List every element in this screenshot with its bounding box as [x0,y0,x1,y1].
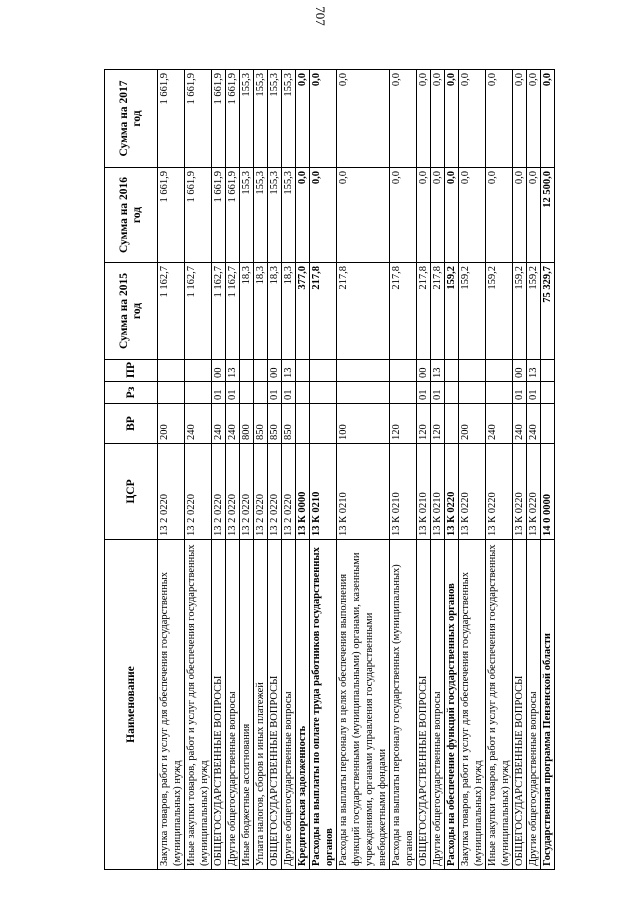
header-name: Наименование [105,540,158,870]
cell-pr [459,360,486,382]
cell-sum-2016: 155,3 [254,168,268,263]
cell-vr: 240 [513,404,527,444]
budget-table [104,69,555,870]
cell-rz [541,382,555,404]
page-number: 707 [313,6,328,26]
cell-sum-2015: 217,8 [417,263,431,360]
cell-sum-2015: 159,2 [486,263,513,360]
cell-sum-2016: 0,0 [337,168,390,263]
header-vr: ВР [105,404,158,444]
cell-sum-2015: 159,2 [445,263,459,360]
header-sum-2017: Сумма на 2017 год [105,70,158,168]
cell-name: Уплата налогов, сборов и иных платежей [254,540,268,870]
cell-sum-2015: 75 329,7 [541,263,555,360]
cell-csr: 13 К 0220 [527,444,541,540]
cell-rz: 01 [212,382,226,404]
cell-rz: 01 [513,382,527,404]
cell-name: Иные закупки товаров, работ и услуг для обеспечения государственных (муниципальных) нужд [486,540,513,870]
cell-sum-2016: 1 661,9 [185,168,212,263]
table-row [337,70,390,870]
cell-csr: 13 К 0220 [445,444,459,540]
cell-name: Другие общегосударственные вопросы [431,540,445,870]
cell-sum-2015: 159,2 [527,263,541,360]
cell-sum-2016: 1 661,9 [226,168,240,263]
cell-csr: 13 2 0220 [268,444,282,540]
cell-sum-2017: 0,0 [459,70,486,168]
cell-sum-2015: 1 162,7 [185,263,212,360]
cell-name: ОБЩЕГОСУДАРСТВЕННЫЕ ВОПРОСЫ [417,540,431,870]
cell-sum-2017: 0,0 [541,70,555,168]
cell-pr: 13 [431,360,445,382]
cell-sum-2015: 1 162,7 [212,263,226,360]
cell-sum-2015: 377,0 [296,263,310,360]
table-row [226,70,240,870]
cell-sum-2017: 0,0 [296,70,310,168]
cell-sum-2017: 0,0 [527,70,541,168]
cell-vr: 240 [185,404,212,444]
cell-name: Государственная программа Пензенской области [541,540,555,870]
cell-sum-2016: 0,0 [296,168,310,263]
cell-sum-2017: 0,0 [310,70,337,168]
cell-name: Расходы на выплаты персоналу государственных (муниципальных) органов [390,540,417,870]
cell-name: ОБЩЕГОСУДАРСТВЕННЫЕ ВОПРОСЫ [268,540,282,870]
cell-csr: 13 2 0220 [240,444,254,540]
cell-csr: 13 К 0210 [417,444,431,540]
cell-pr: 00 [268,360,282,382]
cell-csr: 13 К 0210 [310,444,337,540]
cell-sum-2016: 0,0 [486,168,513,263]
cell-sum-2016: 0,0 [431,168,445,263]
table-body [158,70,555,870]
cell-vr: 850 [282,404,296,444]
cell-sum-2016: 0,0 [417,168,431,263]
cell-sum-2017: 0,0 [445,70,459,168]
cell-vr: 200 [459,404,486,444]
header-sum-2015: Сумма на 2015 год [105,263,158,360]
cell-rz [459,382,486,404]
cell-pr: 00 [417,360,431,382]
cell-csr: 13 2 0220 [212,444,226,540]
cell-sum-2015: 159,2 [513,263,527,360]
cell-csr: 13 К 0210 [431,444,445,540]
cell-sum-2016: 1 661,9 [158,168,185,263]
cell-name: Закупка товаров, работ и услуг для обеспечения государственных (муниципальных) нужд [158,540,185,870]
table-row [310,70,337,870]
cell-vr [445,404,459,444]
cell-vr [296,404,310,444]
cell-name: Другие общегосударственные вопросы [527,540,541,870]
cell-vr: 120 [431,404,445,444]
cell-rz: 01 [282,382,296,404]
header-pr: ПР [105,360,158,382]
table-header-row [105,70,158,870]
table-row [417,70,431,870]
cell-csr: 13 2 0220 [226,444,240,540]
cell-csr: 13 К 0210 [390,444,417,540]
table-row [527,70,541,870]
table-row [459,70,486,870]
cell-sum-2015: 1 162,7 [226,263,240,360]
cell-csr: 14 0 0000 [541,444,555,540]
cell-vr: 850 [268,404,282,444]
cell-pr [296,360,310,382]
cell-sum-2017: 1 661,9 [226,70,240,168]
cell-rz [185,382,212,404]
cell-pr [541,360,555,382]
cell-sum-2017: 0,0 [337,70,390,168]
cell-rz [445,382,459,404]
cell-name: Иные бюджетные ассигнования [240,540,254,870]
cell-csr: 13 К 0000 [296,444,310,540]
cell-name: Другие общегосударственные вопросы [282,540,296,870]
cell-sum-2017: 0,0 [513,70,527,168]
cell-sum-2016: 155,3 [268,168,282,263]
cell-vr: 120 [417,404,431,444]
table-row [486,70,513,870]
table-row [268,70,282,870]
cell-sum-2015: 217,8 [390,263,417,360]
cell-name: Кредиторская задолженность [296,540,310,870]
cell-sum-2015: 159,2 [459,263,486,360]
cell-vr: 240 [486,404,513,444]
cell-sum-2015: 217,8 [310,263,337,360]
cell-name: ОБЩЕГОСУДАРСТВЕННЫЕ ВОПРОСЫ [513,540,527,870]
cell-name: Закупка товаров, работ и услуг для обеспечения государственных (муниципальных) нужд [459,540,486,870]
table-row [431,70,445,870]
cell-sum-2017: 155,3 [240,70,254,168]
cell-sum-2017: 0,0 [417,70,431,168]
table-row [445,70,459,870]
cell-rz: 01 [417,382,431,404]
cell-vr: 240 [212,404,226,444]
cell-sum-2016: 0,0 [310,168,337,263]
cell-csr: 13 2 0220 [158,444,185,540]
cell-pr [486,360,513,382]
cell-vr [310,404,337,444]
cell-sum-2017: 0,0 [486,70,513,168]
cell-sum-2015: 18,3 [282,263,296,360]
cell-rz [296,382,310,404]
cell-rz [390,382,417,404]
cell-rz: 01 [268,382,282,404]
table-row [296,70,310,870]
cell-csr: 13 2 0220 [254,444,268,540]
table-row [513,70,527,870]
cell-name: Другие общегосударственные вопросы [226,540,240,870]
cell-csr: 13 К 0210 [337,444,390,540]
cell-name: Расходы на выплаты персоналу в целях обеспечения выполнения функций государственными (муниципальными) органами, казенными учреждениями, органами управления государственными внебюджетными фондами [337,540,390,870]
cell-pr: 00 [513,360,527,382]
table-row [390,70,417,870]
table-row [212,70,226,870]
cell-sum-2017: 155,3 [282,70,296,168]
cell-name: ОБЩЕГОСУДАРСТВЕННЫЕ ВОПРОСЫ [212,540,226,870]
cell-sum-2017: 1 661,9 [185,70,212,168]
cell-sum-2016: 0,0 [527,168,541,263]
table-row [158,70,185,870]
cell-vr: 120 [390,404,417,444]
cell-sum-2017: 0,0 [431,70,445,168]
cell-vr [541,404,555,444]
cell-sum-2015: 18,3 [254,263,268,360]
cell-pr [185,360,212,382]
cell-rz: 01 [527,382,541,404]
cell-vr: 850 [254,404,268,444]
rotated-table-container [104,70,564,870]
cell-vr: 800 [240,404,254,444]
cell-sum-2016: 0,0 [390,168,417,263]
cell-pr [390,360,417,382]
header-rz: Рз [105,382,158,404]
cell-pr: 00 [212,360,226,382]
cell-rz [486,382,513,404]
cell-csr: 13 2 0220 [185,444,212,540]
cell-sum-2017: 155,3 [254,70,268,168]
table-row [282,70,296,870]
table-row [185,70,212,870]
cell-pr [158,360,185,382]
cell-sum-2017: 0,0 [390,70,417,168]
cell-sum-2015: 217,8 [337,263,390,360]
cell-name: Расходы на выплаты по оплате труда работников государственных органов [310,540,337,870]
cell-name: Иные закупки товаров, работ и услуг для обеспечения государственных (муниципальных) нужд [185,540,212,870]
cell-sum-2017: 1 661,9 [212,70,226,168]
cell-csr: 13 К 0220 [459,444,486,540]
cell-rz: 01 [226,382,240,404]
header-csr: ЦСР [105,444,158,540]
cell-sum-2016: 0,0 [459,168,486,263]
cell-pr [445,360,459,382]
cell-rz: 01 [431,382,445,404]
cell-sum-2015: 1 162,7 [158,263,185,360]
cell-rz [240,382,254,404]
cell-rz [254,382,268,404]
cell-pr [337,360,390,382]
cell-sum-2016: 12 500,0 [541,168,555,263]
cell-pr: 13 [527,360,541,382]
cell-sum-2015: 18,3 [268,263,282,360]
cell-sum-2017: 1 661,9 [158,70,185,168]
cell-sum-2016: 0,0 [513,168,527,263]
cell-sum-2017: 155,3 [268,70,282,168]
cell-sum-2015: 217,8 [431,263,445,360]
cell-vr: 100 [337,404,390,444]
table-row [541,70,555,870]
header-sum-2016: Сумма на 2016 год [105,168,158,263]
cell-rz [337,382,390,404]
cell-pr: 13 [282,360,296,382]
table-row [240,70,254,870]
cell-vr: 240 [527,404,541,444]
cell-csr: 13 К 0220 [513,444,527,540]
cell-name: Расходы на обеспечение функций государственных органов [445,540,459,870]
cell-pr [310,360,337,382]
cell-vr: 200 [158,404,185,444]
cell-pr [254,360,268,382]
cell-rz [310,382,337,404]
cell-sum-2016: 1 661,9 [212,168,226,263]
cell-sum-2016: 155,3 [282,168,296,263]
cell-vr: 240 [226,404,240,444]
cell-rz [158,382,185,404]
cell-sum-2016: 155,3 [240,168,254,263]
cell-csr: 13 2 0220 [282,444,296,540]
cell-pr: 13 [226,360,240,382]
cell-sum-2016: 0,0 [445,168,459,263]
table-row [254,70,268,870]
cell-csr: 13 К 0220 [486,444,513,540]
cell-pr [240,360,254,382]
cell-sum-2015: 18,3 [240,263,254,360]
